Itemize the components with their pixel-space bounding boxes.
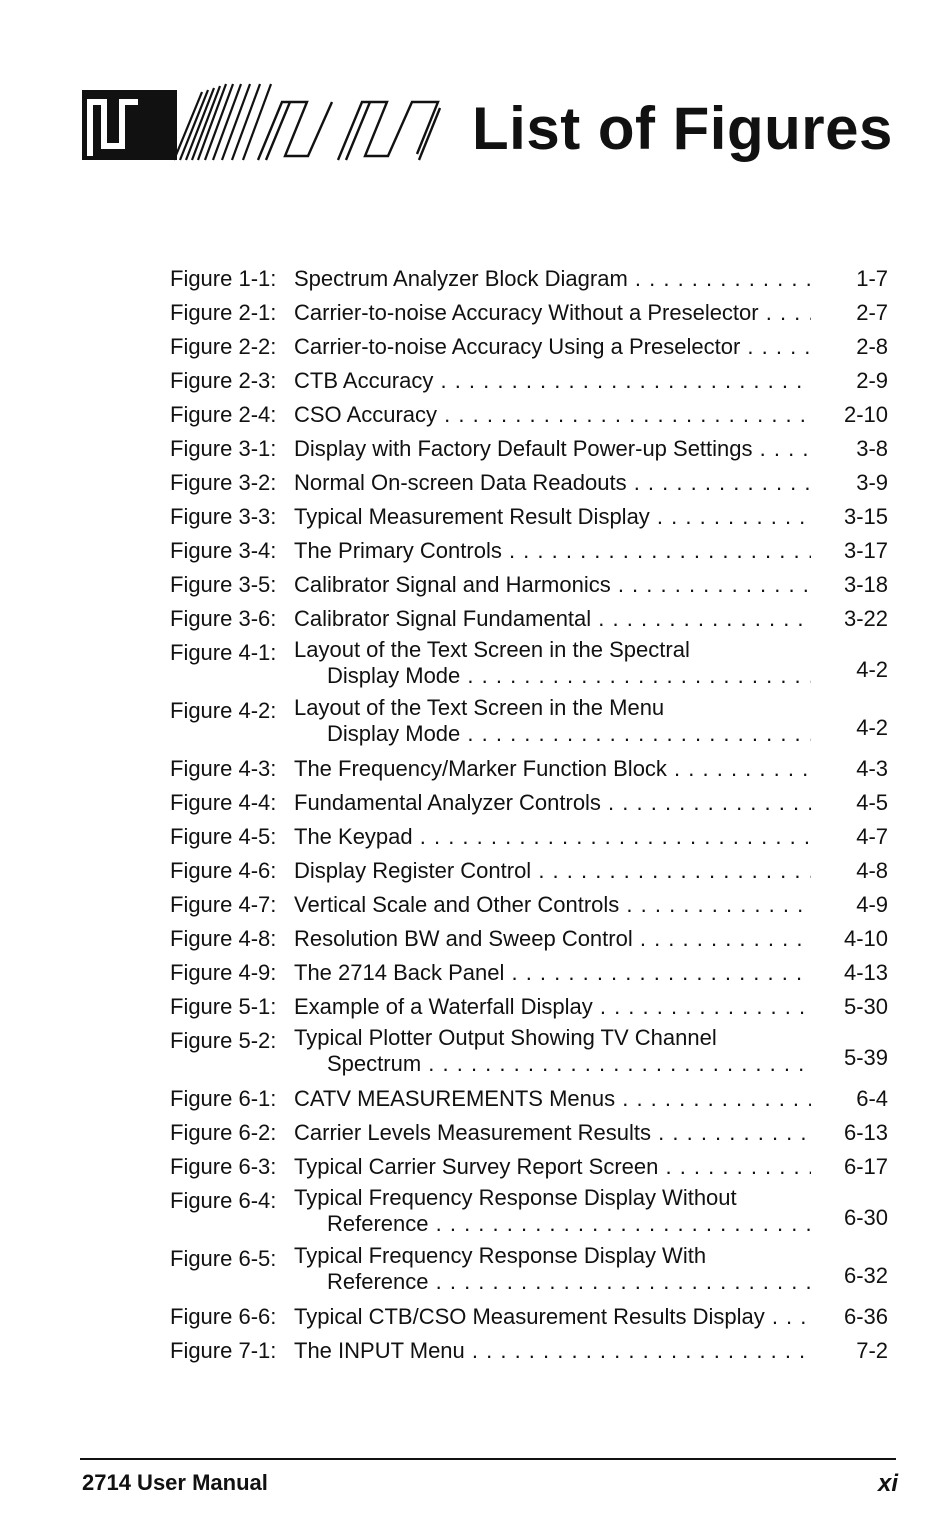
figure-page: 6-32 [843,1263,888,1288]
figure-page: 4-8 [856,858,888,883]
figure-title: Calibrator Signal Fundamental . . . [294,602,811,636]
figure-number: Figure 4-4: [170,790,277,815]
figure-title: Calibrator Signal and Harmonics . . . [294,568,811,602]
figure-page: 2-10 [843,402,888,427]
figure-entry [170,1024,900,1076]
figure-title: Typical Measurement Result Display . . . [294,500,811,534]
figure-title: Typical CTB/CSO Measurement Results Display . . . [294,1300,811,1334]
figure-page: 3-8 [856,436,888,461]
figure-title: Carrier-to-noise Accuracy Without a Preselector . . . [294,296,811,330]
figure-entry [170,432,900,466]
figure-page: 2-9 [856,368,888,393]
figure-title: Display Register Control . . . [294,854,811,888]
figure-entry [170,602,900,636]
figure-title: Layout of the Text Screen in the Menu [294,695,665,720]
figure-page: 2-8 [856,334,888,359]
figure-number: Figure 4-2: [170,698,277,723]
figure-page: 3-17 [843,538,888,563]
figure-page: 4-5 [856,790,888,815]
figure-number: Figure 3-3: [170,504,277,529]
figure-title: The INPUT Menu . . . [294,1334,811,1368]
manual-name: 2714 User Manual [82,1470,268,1495]
figure-entry [170,888,900,922]
figure-title: Example of a Waterfall Display . . . [294,990,811,1024]
figure-title-continued: Reference . . . [294,1212,811,1236]
figure-page: 6-30 [843,1205,888,1230]
figure-title: Carrier Levels Measurement Results . . . [294,1116,811,1150]
figure-number: Figure 4-9: [170,960,277,985]
figure-page: 3-18 [843,572,888,597]
figure-title-continued: Spectrum . . . [294,1052,811,1076]
figure-entry [170,534,900,568]
figure-entry [170,500,900,534]
figure-page: 1-7 [856,266,888,291]
figure-number: Figure 1-1: [170,266,277,291]
figure-page: 2-7 [856,300,888,325]
figure-title: Vertical Scale and Other Controls . . . [294,888,811,922]
figure-entry [170,854,900,888]
figure-title: The Keypad . . . [294,820,811,854]
figure-page: 5-30 [843,994,888,1019]
figure-title: Typical Plotter Output Showing TV Channel [294,1025,717,1050]
figure-title-continued: Reference . . . [294,1270,811,1294]
figure-title: Display with Factory Default Power-up Settings . . . [294,432,811,466]
figure-number: Figure 4-8: [170,926,277,951]
figure-entry [170,1242,900,1294]
figure-entry [170,752,900,786]
figure-entry [170,466,900,500]
page-title: List of Figures [472,95,893,162]
figure-title: CATV MEASUREMENTS Menus . . . [294,1082,811,1116]
page-header [82,72,922,192]
figure-number: Figure 3-6: [170,606,277,631]
figure-number: Figure 5-1: [170,994,277,1019]
figure-entry [170,1300,900,1334]
figure-title: Spectrum Analyzer Block Diagram . . . [294,262,811,296]
figure-entry [170,1150,900,1184]
figure-number: Figure 6-5: [170,1246,277,1271]
figure-entry [170,956,900,990]
figure-number: Figure 4-7: [170,892,277,917]
figure-number: Figure 6-3: [170,1154,277,1179]
figure-title: Typical Frequency Response Display With [294,1243,707,1268]
figure-entry [170,636,900,688]
figure-number: Figure 5-2: [170,1028,277,1053]
figure-entry [170,1334,900,1368]
figure-page: 6-4 [856,1086,888,1111]
figure-entry [170,1184,900,1236]
figure-page: 4-7 [856,824,888,849]
figure-title: Normal On-screen Data Readouts . . . [294,466,811,500]
figure-entry [170,820,900,854]
figure-page: 4-9 [856,892,888,917]
figure-entry [170,1116,900,1150]
figure-title: The Primary Controls . . . [294,534,811,568]
figure-title: Resolution BW and Sweep Control . . . [294,922,811,956]
page-number: xi [877,1470,898,1497]
figure-number: Figure 6-1: [170,1086,277,1111]
figure-title: Fundamental Analyzer Controls . . . [294,786,811,820]
figure-title: Carrier-to-noise Accuracy Using a Preselector . . . [294,330,811,364]
figure-page: 6-36 [843,1304,888,1329]
figure-title: Typical Frequency Response Display Without [294,1185,737,1210]
figure-page: 3-22 [843,606,888,631]
figure-entry [170,262,900,296]
figure-number: Figure 2-4: [170,402,277,427]
figure-entry [170,296,900,330]
figure-title: The Frequency/Marker Function Block . . . [294,752,811,786]
figure-title: Layout of the Text Screen in the Spectral [294,637,690,662]
footer-divider [80,1458,896,1460]
figure-page: 7-2 [856,1338,888,1363]
figure-number: Figure 4-3: [170,756,277,781]
figure-page: 6-13 [843,1120,888,1145]
figure-entry [170,990,900,1024]
figure-page: 4-13 [843,960,888,985]
figure-number: Figure 6-6: [170,1304,277,1329]
figure-list [170,262,900,1368]
figure-number: Figure 4-6: [170,858,277,883]
figure-entry [170,330,900,364]
figure-page: 4-3 [856,756,888,781]
figure-number: Figure 3-4: [170,538,277,563]
figure-entry [170,694,900,746]
figure-title: The 2714 Back Panel . . . [294,956,811,990]
figure-entry [170,1082,900,1116]
figure-title: CTB Accuracy . . . [294,364,811,398]
figure-number: Figure 7-1: [170,1338,277,1363]
figure-number: Figure 2-2: [170,334,277,359]
figure-page: 5-39 [843,1045,888,1070]
figure-page: 6-17 [843,1154,888,1179]
figure-number: Figure 3-5: [170,572,277,597]
figure-entry [170,786,900,820]
waveform-logo-icon [82,72,462,172]
figure-title: CSO Accuracy . . . [294,398,811,432]
figure-title-continued: Display Mode . . . [294,722,811,746]
figure-number: Figure 4-1: [170,640,277,665]
figure-title: Typical Carrier Survey Report Screen . . . [294,1150,811,1184]
figure-number: Figure 6-2: [170,1120,277,1145]
figure-entry [170,398,900,432]
figure-entry [170,568,900,602]
figure-number: Figure 3-2: [170,470,277,495]
figure-page: 3-9 [856,470,888,495]
figure-page: 4-10 [843,926,888,951]
figure-entry [170,364,900,398]
figure-number: Figure 2-1: [170,300,277,325]
figure-number: Figure 6-4: [170,1188,277,1213]
figure-number: Figure 2-3: [170,368,277,393]
figure-number: Figure 3-1: [170,436,277,461]
figure-page: 4-2 [856,657,888,682]
figure-number: Figure 4-5: [170,824,277,849]
figure-entry [170,922,900,956]
figure-page: 3-15 [843,504,888,529]
figure-page: 4-2 [856,715,888,740]
figure-title-continued: Display Mode . . . [294,664,811,688]
